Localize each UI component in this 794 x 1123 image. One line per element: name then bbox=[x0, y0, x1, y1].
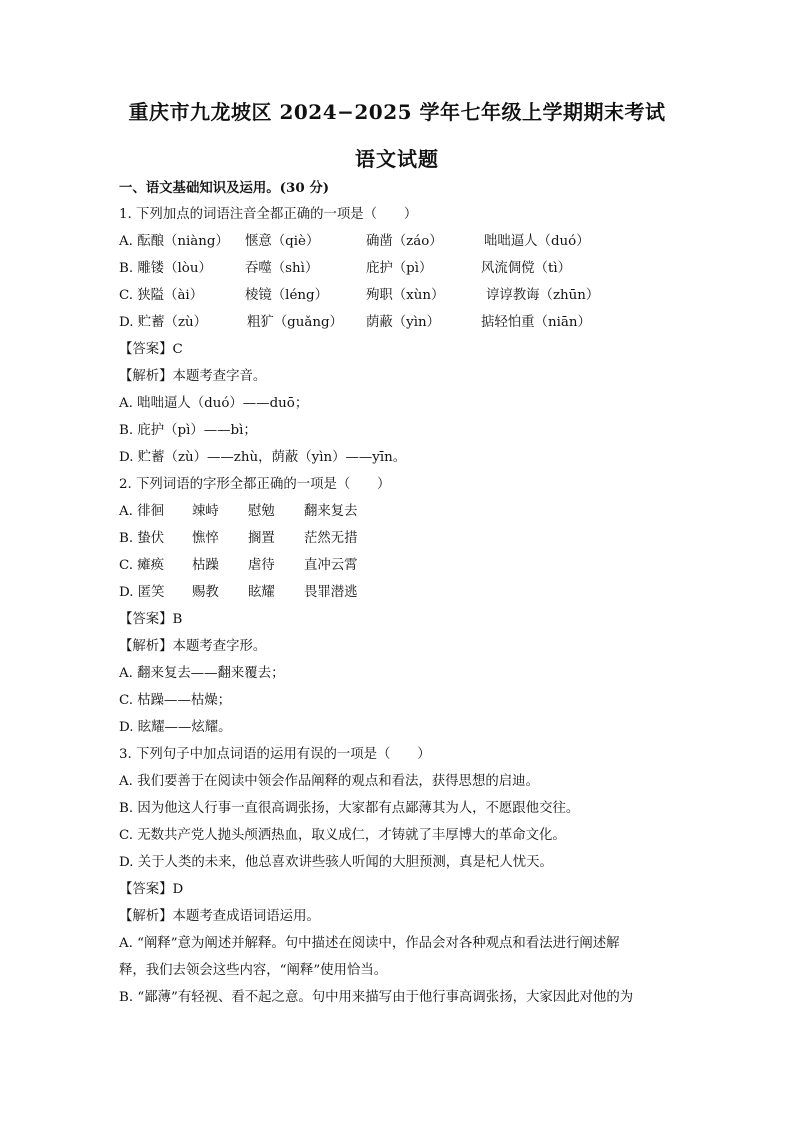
page-subtitle: 语文试题 bbox=[355, 147, 439, 171]
option-cell: B. 蛰伏 bbox=[119, 531, 165, 546]
answer-line: 【答案】C bbox=[119, 342, 183, 357]
option-cell: 吞噬（shì） bbox=[245, 261, 319, 276]
option-line: C. 无数共产党人抛头颅洒热血，取义成仁，才铸就了丰厚博大的革命文化。 bbox=[119, 828, 566, 843]
option-cell: 掂轻怕重（niān） bbox=[481, 315, 591, 330]
option-cell: D. 匿笑 bbox=[119, 585, 165, 600]
option-cell: 翻来复去 bbox=[304, 504, 358, 519]
option-line: B. 因为他这人行事一直很高调张扬，大家都有点鄙薄其为人，不愿跟他交往。 bbox=[119, 801, 580, 816]
analysis-line: A. 翻来复去——翻来覆去； bbox=[119, 666, 285, 681]
option-cell: 谆谆教诲（zhūn） bbox=[486, 288, 600, 303]
analysis-line: B. 庇护（pì）——bì； bbox=[119, 423, 257, 438]
analysis-line: D. 贮蓄（zù）——zhù，荫蔽（yìn）——yīn。 bbox=[119, 450, 407, 465]
option-cell: 粗犷（guǎng） bbox=[247, 315, 343, 330]
option-cell: D. 贮蓄（zù） bbox=[119, 315, 208, 330]
option-cell: 畏罪潜逃 bbox=[304, 585, 358, 600]
option-cell: C. 狭隘（ài） bbox=[119, 288, 204, 303]
analysis-line: C. 枯躁——枯燥； bbox=[119, 693, 232, 708]
question-stem: 2. 下列词语的字形全都正确的一项是（ ） bbox=[119, 477, 391, 492]
option-line: A. 我们要善于在阅读中领会作品阐释的观点和看法，获得思想的启迪。 bbox=[119, 774, 539, 789]
analysis-line: B. “鄙薄”有轻视、看不起之意。句中用来描写由于他行事高调张扬，大家因此对他的为 bbox=[119, 990, 634, 1005]
option-cell: 咄咄逼人（duó） bbox=[484, 234, 590, 249]
option-cell: 搁置 bbox=[248, 531, 275, 546]
analysis-line: 【解析】本题考查字形。 bbox=[119, 639, 267, 654]
option-cell: A. 徘徊 bbox=[119, 504, 164, 519]
analysis-line: 【解析】本题考查字音。 bbox=[119, 369, 267, 384]
option-cell: 枯躁 bbox=[192, 558, 219, 573]
option-cell: 眩耀 bbox=[248, 585, 275, 600]
answer-line: 【答案】B bbox=[119, 612, 183, 627]
option-cell: B. 雕镂（lòu） bbox=[119, 261, 212, 276]
option-cell: A. 酝酿（niàng） bbox=[119, 234, 229, 249]
option-cell: 殉职（xùn） bbox=[366, 288, 445, 303]
option-cell: 风流倜傥（tì） bbox=[481, 261, 572, 276]
option-cell: 确凿（záo） bbox=[366, 234, 443, 249]
option-cell: 赐教 bbox=[192, 585, 219, 600]
analysis-line: D. 眩耀——炫耀。 bbox=[119, 720, 232, 735]
analysis-line: A. “阐释”意为阐述并解释。句中描述在阅读中，作品会对各种观点和看法进行阐述解 bbox=[119, 936, 620, 951]
option-cell: 惬意（qiè） bbox=[245, 234, 320, 249]
section-heading: 一、语文基础知识及运用。(30 分) bbox=[119, 180, 330, 196]
analysis-line: 【解析】本题考查成语词语运用。 bbox=[119, 909, 320, 924]
option-cell: 庇护（pì） bbox=[366, 261, 433, 276]
option-cell: C. 瘫痪 bbox=[119, 558, 165, 573]
option-cell: 直冲云霄 bbox=[304, 558, 358, 573]
analysis-line: A. 咄咄逼人（duó）——duō； bbox=[119, 396, 309, 411]
answer-line: 【答案】D bbox=[119, 882, 184, 897]
option-cell: 慰勉 bbox=[248, 504, 275, 519]
option-cell: 棱镜（léng） bbox=[245, 288, 328, 303]
option-cell: 茫然无措 bbox=[304, 531, 358, 546]
page-title: 重庆市九龙坡区 2024−2025 学年七年级上学期期末考试 bbox=[128, 100, 666, 124]
question-stem: 3. 下列句子中加点词语的运用有误的一项是（ ） bbox=[119, 747, 431, 762]
analysis-line: 释，我们去领会这些内容，“阐释”使用恰当。 bbox=[119, 963, 388, 978]
option-cell: 竦峙 bbox=[192, 504, 219, 519]
option-line: D. 关于人类的未来，他总喜欢讲些骇人听闻的大胆预测，真是杞人忧天。 bbox=[119, 855, 553, 870]
option-cell: 憔悴 bbox=[192, 531, 219, 546]
option-cell: 荫蔽（yìn） bbox=[366, 315, 441, 330]
question-stem: 1. 下列加点的词语注音全都正确的一项是（ ） bbox=[119, 207, 418, 222]
option-cell: 虐待 bbox=[248, 558, 275, 573]
